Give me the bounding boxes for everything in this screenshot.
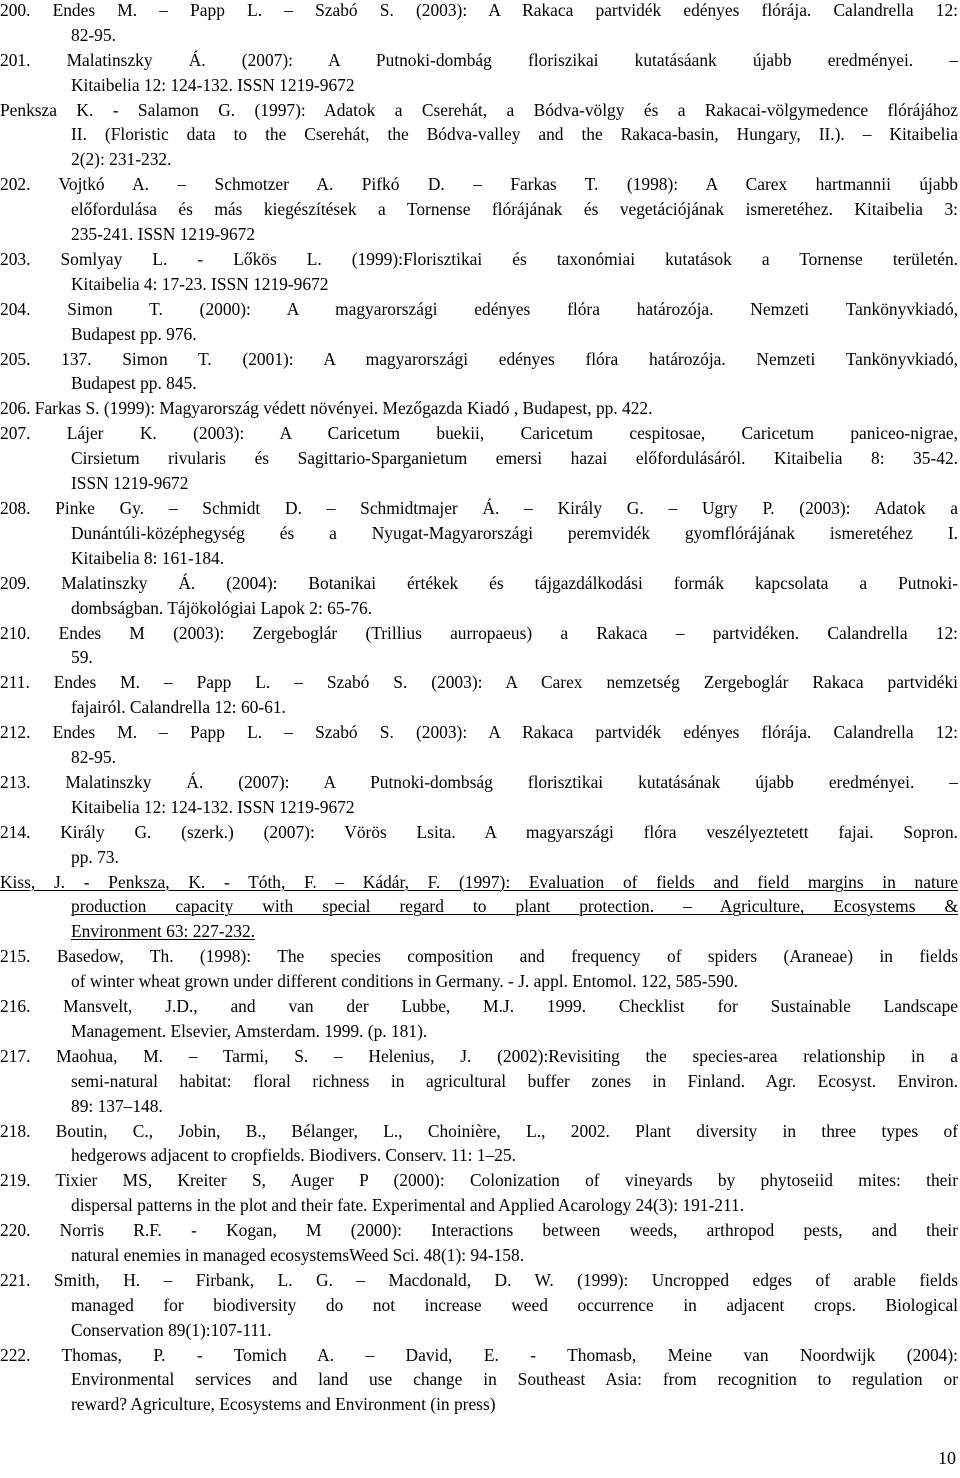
reference-entry — [0, 1119, 958, 1169]
reference-line: ISSN 1219-9672 — [71, 473, 189, 494]
reference-line: 220. Norris R.F. - Kogan, M (2000): Interactions between weeds, arthropod pests, and their — [0, 1220, 958, 1241]
reference-line: 208. Pinke Gy. – Schmidt D. – Schmidtmajer Á. – Király G. – Ugry P. (2003): Adatok a — [0, 498, 958, 518]
reference-line: 2(2): 231-232. — [71, 149, 172, 170]
reference-line: 204. Simon T. (2000): A magyarországi edényes flóra határozója. Nemzeti Tankönyvkiadó, — [0, 298, 958, 319]
reference-line: 211. Endes M. – Papp L. – Szabó S. (2003): A Carex nemzetség Zergeboglár Rakaca partvidéki — [0, 672, 958, 693]
reference-line: 222. Thomas, P. - Tomich A. – David, E. - Thomasb, Meine van Noordwijk (2004): — [0, 1344, 958, 1365]
reference-entry — [0, 1218, 958, 1268]
reference-entry — [0, 297, 958, 347]
reference-line: dombságban. Tájökológiai Lapok 2: 65-76. — [71, 597, 373, 618]
reference-line: dispersal patterns in the plot and their fate. Experimental and Applied Acarology 24(3): 191-211. — [71, 1195, 745, 1216]
reference-line: 217. Maohua, M. – Tarmi, S. – Helenius, J. (2002):Revisiting the species-area relationship in a — [0, 1045, 958, 1066]
reference-line: 218. Boutin, C., Jobin, B., Bélanger, L., Choinière, L., 2002. Plant diversity in three types of — [0, 1120, 958, 1141]
reference-line: 214. Király G. (szerk.) (2007): Vörös Lsita. A magyarszági flóra veszélyeztetett fajai. Sopron. — [0, 821, 958, 842]
reference-line: 202. Vojtkó A. – Schmotzer A. Pifkó D. – Farkas T. (1998): A Carex hartmannii újabb — [0, 174, 958, 195]
reference-line: 209. Malatinszky Á. (2004): Botanikai értékek és tájgazdálkodási formák kapcsolata a Putnoki- — [0, 572, 958, 593]
reference-line: Environment 63: 227-232. — [71, 921, 256, 942]
reference-entry — [0, 1168, 958, 1218]
reference-entry — [0, 571, 958, 621]
reference-line: 216. Mansvelt, J.D., and van der Lubbe, M.J. 1999. Checklist for Sustainable Landscape — [0, 996, 958, 1016]
reference-entry — [0, 1044, 958, 1119]
reference-line: 219. Tixier MS, Kreiter S, Auger P (2000): Colonization of vineyards by phytoseiid mites: their — [0, 1170, 958, 1191]
reference-entry — [0, 820, 958, 870]
reference-line: előfordulása és más kiegészítések a Tornense flórájának és vegetációjának ismeretéhez. Kitaibelia 3: — [71, 199, 958, 220]
reference-line: reward? Agriculture, Ecosystems and Environment (in press) — [71, 1394, 496, 1415]
reference-line: semi-natural habitat: floral richness in agricultural buffer zones in Finland. Agr. Ecosyst. Environ. — [71, 1070, 958, 1091]
reference-entry — [0, 1268, 958, 1343]
reference-line: 210. Endes M (2003): Zergeboglár (Trillius aurropaeus) a Rakaca – partvidéken. Calandrella 12: — [0, 622, 958, 643]
reference-line: 201. Malatinszky Á. (2007): A Putnoki-dombág floriszikai kutatásáank újabb eredményei. – — [0, 49, 958, 70]
reference-entry — [0, 994, 958, 1044]
reference-line: Kitaibelia 8: 161-184. — [71, 547, 225, 568]
reference-entry — [0, 347, 958, 397]
reference-entry — [0, 247, 958, 297]
reference-line: 203. Somlyay L. - Lőkös L. (1999):Florisztikai és taxonómiai kutatások a Tornense területén. — [0, 249, 958, 269]
page-number: 10 — [938, 1448, 956, 1468]
reference-line: 207. Lájer K. (2003): A Caricetum buekii, Caricetum cespitosae, Caricetum paniceo-nigrae, — [0, 423, 958, 444]
reference-entry — [0, 770, 958, 820]
reference-line: Environmental services and land use change in Southeast Asia: from recognition to regulation or — [71, 1369, 958, 1390]
reference-entry — [0, 1343, 958, 1418]
reference-line: 215. Basedow, Th. (1998): The species composition and frequency of spiders (Araneae) in fields — [0, 946, 958, 967]
reference-line: 206. Farkas S. (1999): Magyarország védett növényei. Mezőgazda Kiadó , Budapest, pp. 422. — [0, 398, 653, 419]
reference-line: Penksza K. - Salamon G. (1997): Adatok a Cserehát, a Bódva-völgy és a Rakacai-völgymedence flórájához — [0, 99, 958, 120]
reference-entry — [0, 396, 958, 421]
reference-entry — [0, 870, 958, 945]
reference-entry — [0, 496, 958, 571]
reference-line: pp. 73. — [71, 846, 119, 867]
reference-line: Budapest pp. 976. — [71, 323, 197, 344]
reference-entry — [0, 944, 958, 994]
reference-line: Conservation 89(1):107-111. — [71, 1319, 272, 1340]
reference-line: Management. Elsevier, Amsterdam. 1999. (p. 181). — [71, 1020, 428, 1041]
reference-entry — [0, 98, 958, 173]
reference-line: Kiss, J. - Penksza, K. - Tóth, F. – Kádár, F. (1997): Evaluation of fields and field margins in nature — [0, 871, 958, 892]
reference-entry — [0, 48, 958, 98]
reference-line: II. (Floristic data to the Cserehát, the Bódva-valley and the Rakaca-basin, Hungary, II.). – Kitaibelia — [71, 124, 958, 145]
reference-line: Budapest pp. 845. — [71, 373, 197, 394]
reference-line: 82-95. — [71, 24, 116, 45]
reference-line: hedgerows adjacent to cropfields. Biodivers. Conserv. 11: 1–25. — [71, 1145, 516, 1166]
reference-entry — [0, 421, 958, 496]
reference-line: production capacity with special regard to plant protection. – Agriculture, Ecosystems & — [71, 896, 958, 917]
reference-line: 200. Endes M. – Papp L. – Szabó S. (2003): A Rakaca partvidék edényes flórája. Calandrella 12: — [0, 0, 958, 20]
reference-entry — [0, 172, 958, 247]
reference-entry — [0, 720, 958, 770]
reference-line: Kitaibelia 12: 124-132. ISSN 1219-9672 — [71, 796, 355, 817]
reference-line: Dunántúli-középhegység és a Nyugat-Magyarországi peremvidék gyomflórájának ismeretéhez I. — [71, 522, 958, 543]
reference-line: 59. — [71, 647, 93, 668]
reference-line: 221. Smith, H. – Firbank, L. G. – Macdonald, D. W. (1999): Uncropped edges of arable fields — [0, 1269, 958, 1290]
reference-entry — [0, 0, 958, 48]
reference-line: managed for biodiversity do not increase weed occurrence in adjacent crops. Biological — [71, 1294, 958, 1315]
reference-line: Cirsietum rivularis és Sagittario-Sparganietum emersi hazai előfordulásáról. Kitaibelia 8: 35-42. — [71, 448, 958, 469]
reference-line: Kitaibelia 4: 17-23. ISSN 1219-9672 — [71, 273, 329, 294]
reference-line: natural enemies in managed ecosystemsWeed Sci. 48(1): 94-158. — [71, 1244, 525, 1265]
reference-line: of winter wheat grown under different conditions in Germany. - J. appl. Entomol. 122, 585-590. — [71, 971, 738, 992]
reference-line: 212. Endes M. – Papp L. – Szabó S. (2003): A Rakaca partvidék edényes flórája. Calandrella 12: — [0, 722, 958, 743]
reference-entry — [0, 670, 958, 720]
reference-line: 89: 137–148. — [71, 1095, 163, 1116]
reference-line: 205. 137. Simon T. (2001): A magyarországi edényes flóra határozója. Nemzeti Tankönyvkiadó, — [0, 348, 958, 369]
reference-line: Kitaibelia 12: 124-132. ISSN 1219-9672 — [71, 74, 355, 95]
reference-line: 82-95. — [71, 746, 116, 767]
reference-line: 235-241. ISSN 1219-9672 — [71, 224, 256, 245]
reference-line: fajairól. Calandrella 12: 60-61. — [71, 697, 286, 718]
reference-entry — [0, 621, 958, 671]
reference-line: 213. Malatinszky Á. (2007): A Putnoki-dombság florisztikai kutatásának újabb eredményei. – — [0, 771, 958, 792]
